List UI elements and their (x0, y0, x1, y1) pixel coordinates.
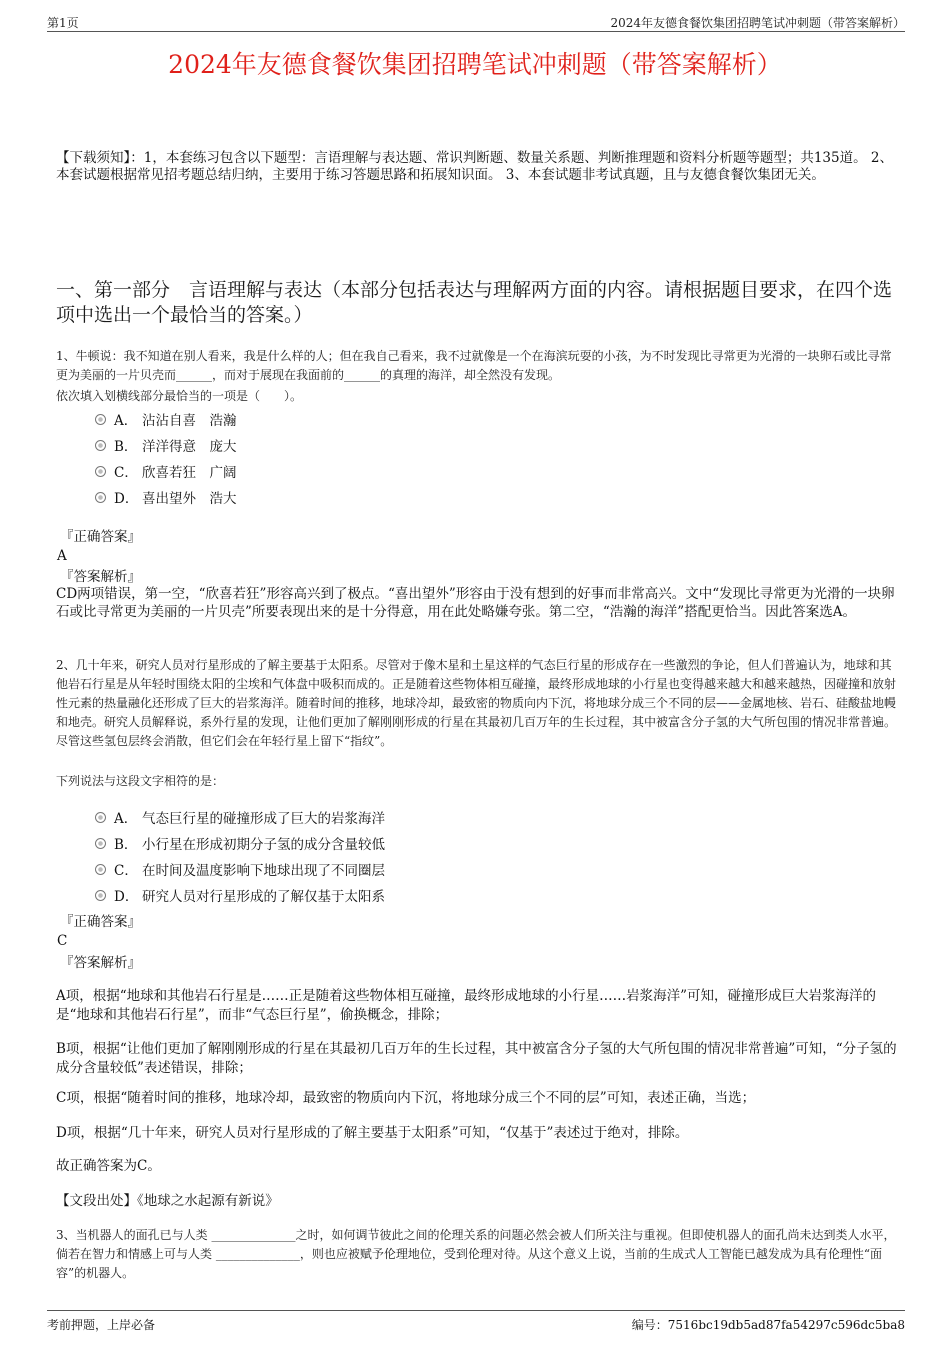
radio-icon[interactable] (95, 812, 106, 823)
answer-conclusion: 故正确答案为C。 (56, 1158, 161, 1174)
radio-icon[interactable] (95, 440, 106, 451)
page-footer (47, 1310, 905, 1336)
answer-label: 『正确答案』 (60, 529, 141, 545)
radio-icon[interactable] (95, 838, 106, 849)
footer-slogan: 考前押题，上岸必备 (47, 1318, 156, 1332)
option-a[interactable]: A． 沾沾自喜 浩瀚 (95, 406, 237, 432)
page-number: 第1页 (47, 16, 79, 30)
radio-icon[interactable] (95, 890, 106, 901)
header-doc-title: 2024年友德食餐饮集团招聘笔试冲刺题（带答案解析） (610, 16, 905, 30)
analysis-option-d: D项，根据“几十年来，研究人员对行星形成的了解主要基于太阳系”可知，“仅基于”表述过于绝对，排除。 (56, 1125, 689, 1141)
download-notice: 【下载须知】：1，本套练习包含以下题型：言语理解与表达题、常识判断题、数量关系题、判断推理题和资料分析题等题型；共135道。 2、本套试题根据常见招考题总结归纳，主要用于练习答题思路和拓展知识面。 3、本套试题非考试真题，且与友德食餐饮集团无关。 (56, 150, 893, 183)
question-3-stem: 3、当机器人的面孔已与人类 ______________之时，如何调节彼此之间的伦理关系的问题必然会被人们所关注与重视。但即使机器人的面孔尚未达到类人水平，倘若在智力和情感上可与人类 ______________，则也应被赋予伦理地位，受到伦理对待。从这个意义上说，当前的生成式人工智能已越发成为具有伦理性“面容”的机器人。 (56, 1228, 896, 1280)
document-code: 编号：7516bc19db5ad87fa54297c596dc5ba8 (631, 1318, 905, 1332)
question-1-options (95, 406, 237, 510)
option-d[interactable]: D． 研究人员对行星形成的了解仅基于太阳系 (95, 882, 385, 908)
answer-label: 『正确答案』 (60, 914, 141, 930)
answer-value: A (57, 548, 67, 564)
option-c[interactable]: C． 在时间及温度影响下地球出现了不同圈层 (95, 856, 385, 882)
option-b[interactable]: B． 洋洋得意 庞大 (95, 432, 237, 458)
question-2-options (95, 804, 385, 908)
question-1-prompt: 依次填入划横线部分最恰当的一项是（ ）。 (56, 389, 303, 403)
analysis-option-c: C项，根据“随着时间的推移，地球冷却，最致密的物质向内下沉，将地球分成三个不同的层”可知，表述正确，当选； (56, 1090, 756, 1106)
radio-icon[interactable] (95, 414, 106, 425)
answer-value: C (57, 933, 68, 949)
radio-icon[interactable] (95, 492, 106, 503)
question-1-analysis: CD两项错误，第一空，“欣喜若狂”形容高兴到了极点。“喜出望外”形容由于没有想到的好事而非常高兴。文中“发现比寻常更为光滑的一块卵石或比寻常更为美丽的一片贝壳”所要表现出来的是十分得意，用在此处略嫌夸张。第二空，“浩瀚的海洋”搭配更恰当。因此答案选A。 (56, 586, 895, 620)
option-a[interactable]: A． 气态巨行星的碰撞形成了巨大的岩浆海洋 (95, 804, 385, 830)
question-2-stem: 2、几十年来，研究人员对行星形成的了解主要基于太阳系。尽管对于像木星和土星这样的气态巨行星的形成存在一些激烈的争论，但人们普遍认为，地球和其他岩石行星是从年轻时围绕太阳的尘埃和气体盘中吸积而成的。正是随着这些物体相互碰撞，最终形成地球的小行星也变得越来越大和越来越热，因碰撞和放射性元素的热量融化还形成了巨大的岩浆海洋。随着时间的推移，地球冷却，最致密的物质向内下沉，将地球分成三个不同的层——金属地核、岩石、硅酸盐地幔和地壳。研究人员解释说，系外行星的发现，让他们更加了解刚刚形成的行星在其最初几百万年的生长过程，其中被富含分子氢的大气所包围的情况非常普遍。尽管这些氢包层终会消散，但它们会在年轻行星上留下“指纹”。 (56, 658, 897, 748)
analysis-option-a: A项，根据“地球和其他岩石行星是……正是随着这些物体相互碰撞，最终形成地球的小行星……岩浆海洋”可知，碰撞形成巨大岩浆海洋的是“地球和其他岩石行星”，而非“气态巨行星”，偷换概念，排除； (56, 988, 877, 1023)
analysis-label: 『答案解析』 (60, 569, 141, 585)
radio-icon[interactable] (95, 864, 106, 875)
option-d[interactable]: D． 喜出望外 浩大 (95, 484, 237, 510)
analysis-option-b: B项，根据“让他们更加了解刚刚形成的行星在其最初几百万年的生长过程，其中被富含分子氢的大气所包围的情况非常普遍”可知，“分子氢的成分含量较低”表述错误，排除； (56, 1041, 897, 1076)
option-b[interactable]: B． 小行星在形成初期分子氢的成分含量较低 (95, 830, 385, 856)
option-c[interactable]: C． 欣喜若狂 广阔 (95, 458, 237, 484)
radio-icon[interactable] (95, 466, 106, 477)
analysis-label: 『答案解析』 (60, 955, 141, 971)
question-1-stem: 1、牛顿说：我不知道在别人看来，我是什么样的人；但在我自己看来，我不过就像是一个在海滨玩耍的小孩，为不时发现比寻常更为光滑的一块卵石或比寻常更为美丽的一片贝壳而______，而对于展现在我面前的______的真理的海洋，却全然没有发现。 (56, 349, 892, 382)
page-header (47, 12, 905, 32)
passage-source: 【文段出处】《地球之水起源有新说》 (56, 1193, 279, 1209)
document-title: 2024年友德食餐饮集团招聘笔试冲刺题（带答案解析） (168, 50, 782, 79)
section-heading: 一、第一部分 言语理解与表达（本部分包括表达与理解两方面的内容。请根据题目要求，在四个选项中选出一个最恰当的答案。） (56, 279, 893, 326)
question-2-prompt: 下列说法与这段文字相符的是： (56, 774, 225, 788)
